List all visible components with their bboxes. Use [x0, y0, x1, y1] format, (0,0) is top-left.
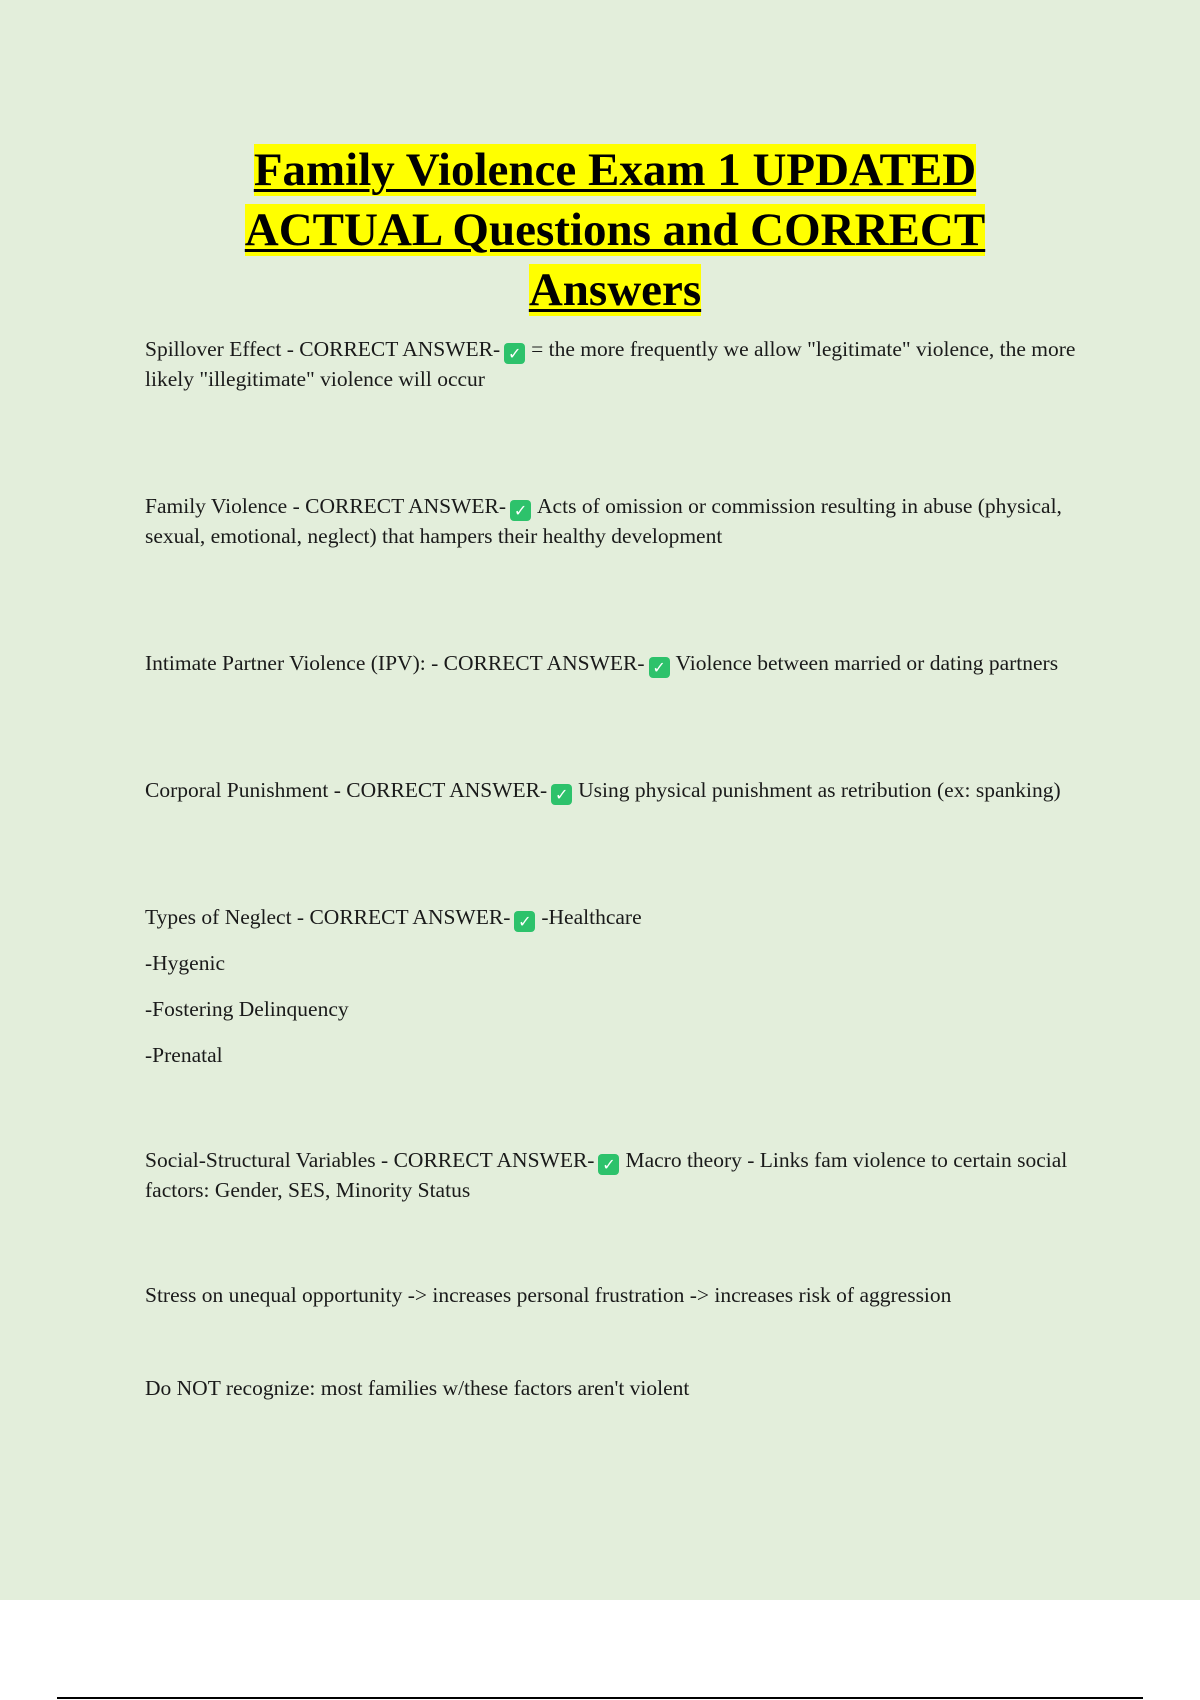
entry-term: Family Violence - CORRECT ANSWER- [145, 494, 507, 518]
check-box-icon: ✓ [598, 1154, 619, 1175]
note-paragraph: Stress on unequal opportunity -> increases personal frustration -> increases risk of aggression [145, 1283, 952, 1307]
list-item: -Fostering Delinquency [145, 997, 349, 1021]
entry-answer: Violence between married or dating partners [675, 651, 1059, 675]
entry-term: Intimate Partner Violence (IPV): - CORRECT ANSWER- [145, 651, 645, 675]
document-title [145, 140, 1085, 320]
title-line-1: Family Violence Exam 1 UPDATED [253, 144, 977, 196]
check-box-icon: ✓ [649, 657, 670, 678]
qa-entry-corporal-punishment [145, 775, 1085, 805]
list-item: -Prenatal [145, 1043, 223, 1067]
entry-answer: Macro theory - Links fam violence to certain social factors: Gender, SES, Minority Status [145, 1148, 1068, 1202]
qa-entry-family-violence [145, 491, 1085, 551]
entry-term: Social-Structural Variables - CORRECT ANSWER- [145, 1148, 595, 1172]
footer-divider [57, 1697, 1143, 1699]
entry-term: Corporal Punishment - CORRECT ANSWER- [145, 778, 548, 802]
document-content [145, 140, 1085, 1466]
check-box-icon: ✓ [551, 784, 572, 805]
entry-answer: Acts of omission or commission resulting in abuse (physical, sexual, emotional, neglect) that hampers their healthy development [145, 494, 1062, 548]
qa-entry-intimate-partner-violence [145, 648, 1085, 678]
title-line-3: Answers [528, 264, 702, 316]
title-line-2: ACTUAL Questions and CORRECT [244, 204, 986, 256]
entry-term: Types of Neglect - CORRECT ANSWER- [145, 905, 511, 929]
check-box-icon: ✓ [504, 343, 525, 364]
qa-entry-social-structural-variables [145, 1145, 1085, 1205]
check-box-icon: ✓ [514, 911, 535, 932]
note-paragraph: Do NOT recognize: most families w/these factors aren't violent [145, 1376, 690, 1400]
entry-answer: = the more frequently we allow "legitimate" violence, the more likely "illegitimate" violence will occur [145, 337, 1076, 391]
qa-entry-types-of-neglect [145, 902, 1085, 1070]
entry-answer: -Healthcare [541, 905, 642, 929]
entry-answer: Using physical punishment as retribution (ex: spanking) [578, 778, 1061, 802]
list-item: -Hygenic [145, 951, 225, 975]
check-box-icon: ✓ [510, 500, 531, 521]
entry-term: Spillover Effect - CORRECT ANSWER- [145, 337, 501, 361]
qa-entry-spillover-effect [145, 334, 1085, 394]
